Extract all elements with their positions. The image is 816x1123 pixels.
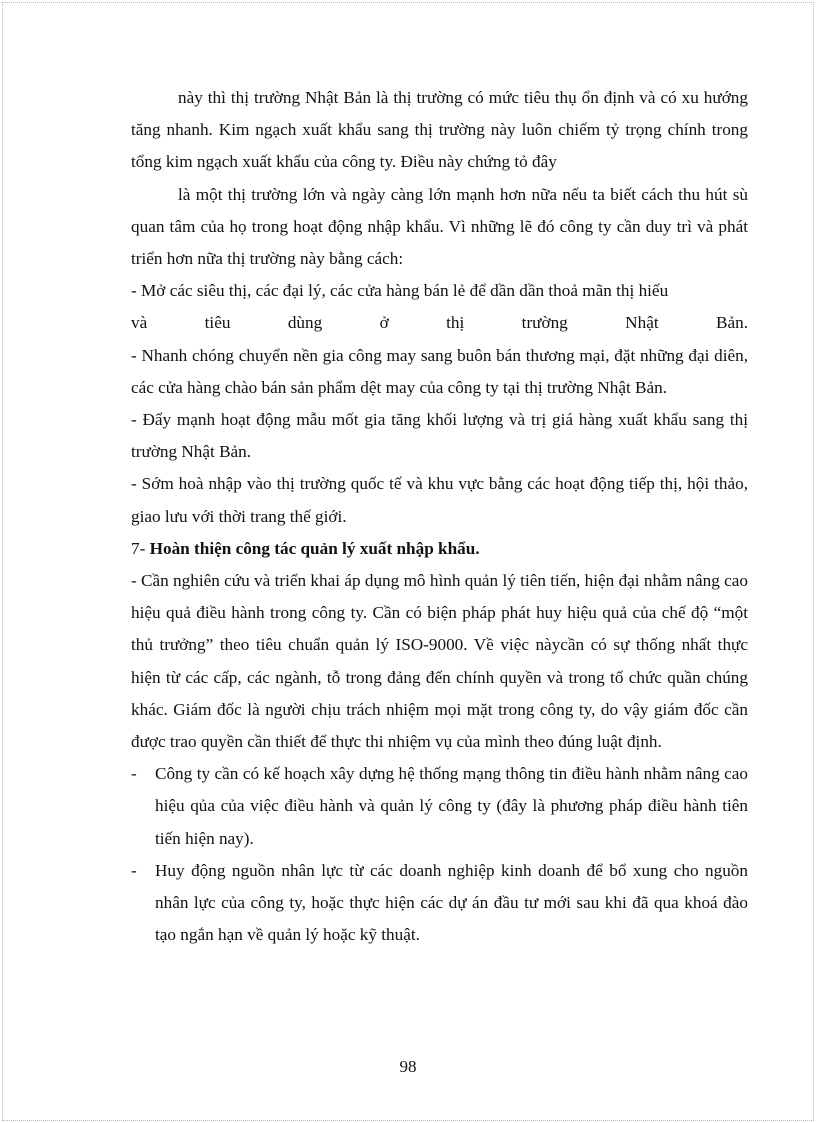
bullet-fashion-models: - Đẩy mạnh hoạt động mẫu mốt gia tăng khối lượng và trị giá hàng xuất khẩu sang thị trường Nhật Bản. [131,410,748,462]
dash-item-text: Công ty cần có kế hoạch xây dựng hệ thống mạng thông tin điều hành nhằm nâng cao hiệu qủa của việc điều hành và quản lý công ty (đây là phương pháp điều hành tiên tiến hiện nay). [155,764,748,848]
section-heading-text: Hoàn thiện công tác quản lý xuất nhập khẩu. [149,538,480,558]
bullet-supermarkets-line2: và tiêu dùng ở thị trường Nhật Bản. [131,313,748,333]
bullet-supermarkets-line1: - Mở các siêu thị, các đại lý, các cửa hàng bán lẻ để dần dần thoả mãn thị hiếu [131,281,669,301]
dash-marker: - [131,764,137,784]
paragraph-market-intro: này thì thị trường Nhật Bản là thị trường có mức tiêu thụ ổn định và có xu hướng tăng nhanh. Kim ngạch xuất khẩu sang thị trường này luôn chiếm tỷ trọng chính trong tổng kim ngạch xuất khẩu của công ty. Điều này chứng tỏ đây [131,88,748,172]
section-heading [131,533,748,565]
section-heading-number: 7- [131,538,150,558]
dash-item-information-network [131,758,748,855]
bullet-management-model: - Cần nghiên cứu và triển khai áp dụng mô hình quản lý tiên tiến, hiện đại nhằm nâng cao hiệu quả điều hành trong công ty. Cần có biện pháp phát huy hiệu quả của chế độ “một thủ trưởng” theo tiêu chuẩn quản lý ISO-9000. Về việc nàycần có sự thống nhất thực hiện từ các cấp, các ngành, tỗ trong đảng đến chính quyền và trong tổ chức quần chúng khác. Giám đốc là người chịu trách nhiệm mọi mặt trong công ty, do vậy giám đốc cần được trao quyền cần thiết để thực thi nhiệm vụ của mình theo đúng luật định. [131,571,748,752]
dash-item-text: Huy động nguồn nhân lực từ các doanh nghiệp kinh doanh để bổ xung cho nguồn nhân lực của công ty, hoặc thực hiện các dự án đầu tư mới sau khi đã qua khoá đào tạo ngắn hạn về quản lý hoặc kỹ thuật. [155,860,748,945]
bullet-integration: - Sớm hoà nhập vào thị trường quốc tế và khu vực bằng các hoạt động tiếp thị, hội thảo, giao lưu với thời trang thế giới. [131,474,748,526]
page-number: 98 [399,1057,417,1076]
dash-item-human-resources [131,855,748,952]
bullet-supermarkets [131,275,748,339]
bullet-trade-shift: - Nhanh chóng chuyển nền gia công may sang buôn bán thương mại, đặt những đại diên, các cửa hàng chào bán sản phẩm dệt may của công ty tại thị trường Nhật Bản. [131,345,748,397]
paragraph-market-growth: là một thị trường lớn và ngày càng lớn mạnh hơn nữa nếu ta biết cách thu hút sù quan tâm của họ trong hoạt động nhập khẩu. Vì những lẽ đó công ty cần duy trì và phát triển hơn nữa thị trường này bằng cách: [131,184,748,269]
dash-marker: - [131,860,137,880]
document-body [131,82,748,951]
